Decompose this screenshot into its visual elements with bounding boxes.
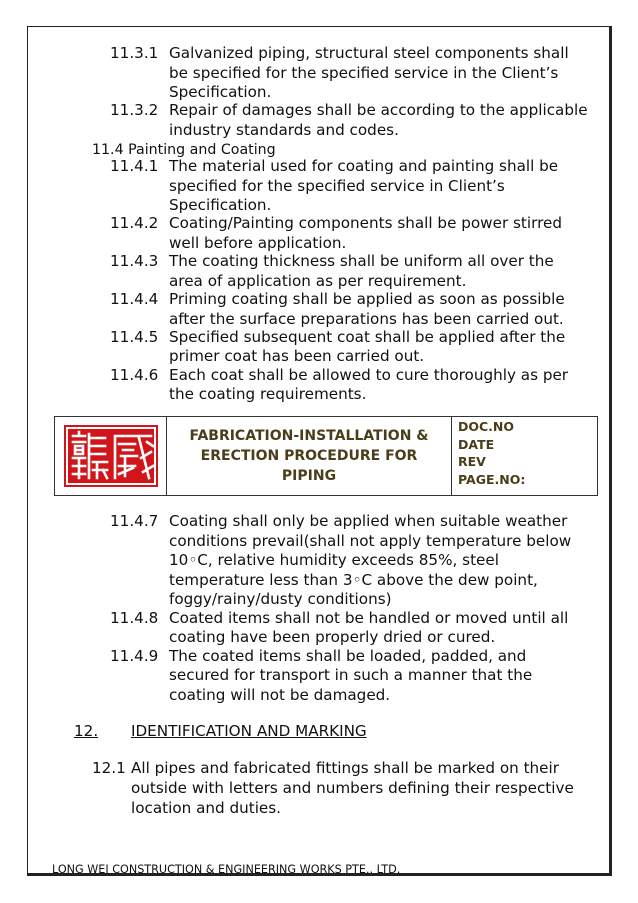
clause-text-line: well before application. <box>169 233 347 252</box>
clause-text-line: foggy/rainy/dusty conditions) <box>169 590 392 609</box>
clause-text-line: Coating/Painting components shall be power stirred <box>169 214 562 233</box>
clause-text-line: the coating requirements. <box>169 385 367 404</box>
clause-text-line: coating will not be damaged. <box>169 685 391 704</box>
clause-number: 11.4.4 <box>110 290 159 308</box>
clause-text-line: Repair of damages shall be according to the applicable <box>169 101 588 120</box>
clause-text-line: secured for transport in such a manner that the <box>169 666 533 685</box>
clause-text-line: Galvanized piping, structural steel components shall <box>169 44 569 62</box>
rev-label: REV <box>458 454 486 469</box>
clause-text-line: All pipes and fabricated fittings shall be marked on their <box>131 759 559 777</box>
document-title: FABRICATION-INSTALLATION & ERECTION PROCEDURE FOR PIPING <box>167 417 452 495</box>
clause-text-line: Specified subsequent coat shall be applied after the <box>169 327 566 346</box>
clause-number: 11.4.7 <box>110 512 159 530</box>
clause-text-line: industry standards and codes. <box>169 120 399 139</box>
clause-number: 11.3.2 <box>110 101 159 120</box>
clause-text-line: coating have been properly dried or cured. <box>169 628 496 647</box>
clause-number: 11.4.3 <box>110 252 159 271</box>
section-12-title: IDENTIFICATION AND MARKING <box>131 722 367 740</box>
clause-number: 11.4.2 <box>110 214 159 233</box>
document-header-table <box>54 416 598 496</box>
clause-text-line: Specification. <box>169 196 272 215</box>
clause-number: 11.4.8 <box>110 608 159 627</box>
clause-text-line: The coating thickness shall be uniform all over the <box>169 252 554 271</box>
company-logo <box>55 417 167 495</box>
clause-text-line: location and duties. <box>131 799 282 817</box>
clause-text-line: specified for the specified service in Client’s <box>169 176 505 195</box>
document-meta <box>452 417 597 495</box>
clause-text-line: after the surface preparations has been carried out. <box>169 309 564 328</box>
clause-text-line: primer coat has been carried out. <box>169 347 425 366</box>
clause-number: 11.4.5 <box>110 327 159 346</box>
clause-text-line: be specified for the specified service in the Client’s <box>169 63 559 82</box>
subheading-painting-coating: 11.4 Painting and Coating <box>92 142 276 158</box>
date-label: DATE <box>458 436 495 452</box>
clause-number: 12.1 <box>92 759 126 777</box>
clause-text-line: temperature less than 3◦C above the dew point, <box>169 570 538 589</box>
clause-text-line: Each coat shall be allowed to cure thoroughly as per <box>169 365 569 384</box>
clause-text-line: outside with letters and numbers defining their respective <box>131 779 574 797</box>
clause-text-line: 10◦C, relative humidity exceeds 85%, steel <box>169 551 499 570</box>
doc-no-label: DOC.NO <box>458 419 515 434</box>
clause-text-line: Coated items shall not be handled or moved until all <box>169 608 569 627</box>
clause-text-line: conditions prevail(shall not apply temperature below <box>169 531 572 550</box>
footer-company-name: LONG WEI CONSTRUCTION & ENGINEERING WORKS PTE,. LTD. <box>52 863 401 876</box>
clause-number: 11.3.1 <box>110 44 159 62</box>
clause-number: 11.4.9 <box>110 646 159 665</box>
clause-text-line: The coated items shall be loaded, padded, and <box>169 646 527 665</box>
clause-text-line: The material used for coating and painting shall be <box>169 157 559 175</box>
clause-text-line: Coating shall only be applied when suitable weather <box>169 512 568 530</box>
clause-text-line: Priming coating shall be applied as soon as possible <box>169 290 565 308</box>
page-no-label: PAGE.NO: <box>458 471 526 487</box>
section-12-number: 12. <box>74 722 99 740</box>
clause-text-line: Specification. <box>169 83 272 102</box>
clause-number: 11.4.1 <box>110 157 159 175</box>
long-wei-seal-logo <box>63 424 159 488</box>
clause-number: 11.4.6 <box>110 365 159 384</box>
clause-text-line: area of application as per requirement. <box>169 271 467 290</box>
